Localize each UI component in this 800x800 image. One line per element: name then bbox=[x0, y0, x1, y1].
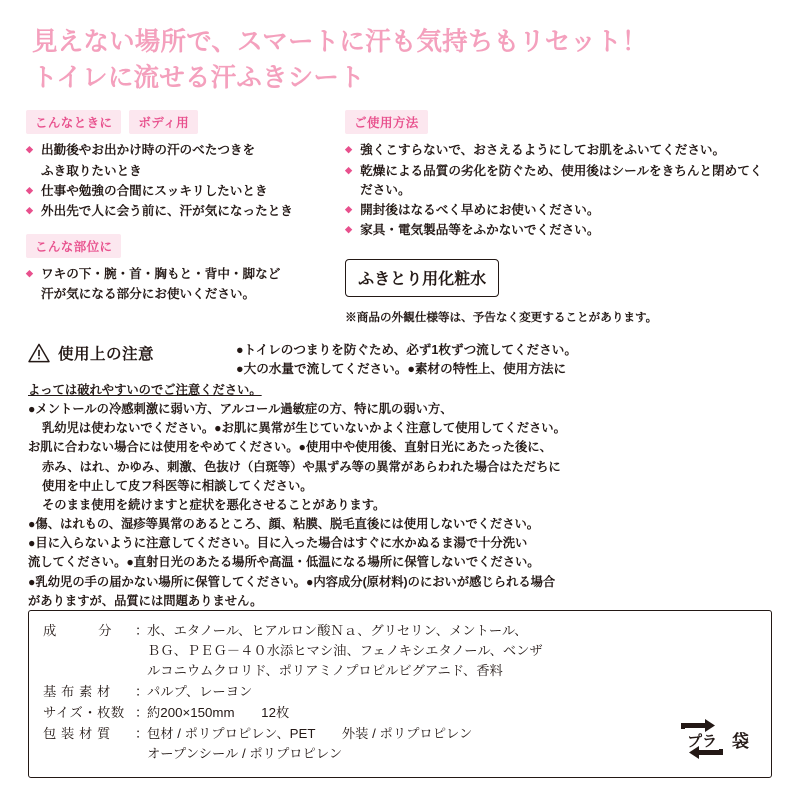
info-columns bbox=[26, 110, 774, 325]
caution-line: 乳幼児は使わないでください。●お肌に異常が生じていないかよく注意して使用してください。 bbox=[42, 421, 566, 436]
tag-body-use: ボディ用 bbox=[129, 110, 198, 134]
spec-change-note: ※商品の外観仕様等は、予告なく変更することがあります。 bbox=[345, 311, 658, 325]
caution-line: ●傷、はれもの、湿疹等異常のあるところ、顔、粘膜、脱毛直後には使用しないでください。 bbox=[28, 517, 540, 532]
list-item: ◆ 乾燥による品質の劣化を防ぐため、使用後はシールをきちんと閉めてください。 bbox=[345, 162, 774, 200]
plastic-recycle-mark bbox=[675, 717, 749, 761]
spec-value bbox=[147, 621, 757, 681]
caution-line: 流してください。●直射日光のあたる場所や高温・低温になる場所に保管しないでください。 bbox=[28, 555, 540, 570]
tag-usage: ご使用方法 bbox=[345, 110, 428, 134]
svg-text:プラ: プラ bbox=[686, 733, 718, 750]
spec-row bbox=[43, 621, 757, 681]
list-item: ◆ ワキの下・腕・首・胸もと・背中・脚など bbox=[26, 265, 337, 284]
list-item: ◆ 開封後はなるべく早めにお使いください。 bbox=[345, 201, 774, 220]
caution-header bbox=[28, 341, 772, 379]
caution-title: 使用上の注意 bbox=[58, 346, 155, 364]
spec-label: サイズ・枚数 bbox=[43, 705, 125, 721]
caution-highlight-line-1: ●トイレのつまりを防ぐため、必ず1枚ずつ流してください。 bbox=[236, 343, 577, 358]
spec-value bbox=[147, 682, 757, 702]
caution-line: 使用を中止して皮フ科医等に相談してください。 bbox=[42, 478, 313, 493]
occasion-list bbox=[26, 141, 337, 221]
usage-list bbox=[345, 141, 774, 240]
lotion-type-box: ふきとり用化粧水 bbox=[345, 259, 499, 297]
list-item: ◆ 強くこすらないで、おさえるようにしてお肌をふいてください。 bbox=[345, 141, 774, 160]
caution-highlight-line-3: よっては破れやすいのでご注意ください。 bbox=[28, 382, 262, 397]
caution-line: お肌に合わない場合には使用をやめてください。●使用中や使用後、直射日光にあたった後に、 bbox=[28, 440, 552, 455]
tag-occasion: こんなときに bbox=[26, 110, 121, 134]
spec-value-line: パルプ、レーヨン bbox=[147, 684, 253, 700]
caution-section bbox=[26, 341, 774, 611]
page-title bbox=[32, 24, 774, 96]
caution-line: ●乳幼児の手の届かない場所に保管してください。●内容成分(原材料)のにおいが感じられる場合 bbox=[28, 574, 556, 589]
caution-line: そのまま使用を続けますと症状を悪化させることがあります。 bbox=[42, 497, 386, 512]
spec-label: 基 布 素 材 bbox=[43, 684, 111, 700]
plastic-mark-suffix: 袋 bbox=[732, 731, 749, 751]
usage-tag-row bbox=[345, 110, 774, 134]
spec-value-line: 水、エタノール、ヒアルロン酸Ｎａ、グリセリン、メントール、 bbox=[147, 623, 528, 639]
spec-value-line: オープンシール / ポリプロピレン bbox=[147, 746, 343, 762]
spec-label: 包 装 材 質 bbox=[43, 726, 111, 742]
spec-colon: ： bbox=[135, 705, 149, 721]
spec-value-line: 約200×150mm 12枚 bbox=[147, 705, 290, 721]
list-item: ◆ 仕事や勉強の合間にスッキリしたいとき bbox=[26, 182, 337, 201]
list-item: ◆ 家具・電気製品等をふかないでください。 bbox=[345, 221, 774, 240]
left-column bbox=[26, 110, 337, 325]
tag-body-area: こんな部位に bbox=[26, 234, 121, 258]
spec-value bbox=[147, 703, 757, 723]
caution-line: がありますが、品質には問題ありません。 bbox=[28, 593, 263, 608]
headline-line-2: トイレに流せる汗ふきシート bbox=[32, 64, 365, 93]
spec-value-line: ルコニウムクロリド、ポリアミノプロピルビグアニド、香料 bbox=[147, 663, 503, 679]
area-tag-row bbox=[26, 234, 337, 258]
plastic-recycle-icon bbox=[675, 717, 729, 761]
list-item: ◆ 外出先で人に会う前に、汗が気になったとき bbox=[26, 202, 337, 221]
caution-line: 赤み、はれ、かゆみ、刺激、色抜け（白斑等）や黒ずみ等の異常があらわれた場合はただちに bbox=[42, 459, 561, 474]
occasion-tag-row bbox=[26, 110, 337, 134]
spec-value-line: ＢＧ、ＰＥＧ－４０水添ヒマシ油、フェノキシエタノール、ベンザ bbox=[147, 643, 543, 659]
spec-colon: ： bbox=[135, 726, 149, 742]
spec-row bbox=[43, 682, 757, 702]
spec-colon: ： bbox=[135, 684, 149, 700]
caution-line: ●目に入らないように注意してください。目に入った場合はすぐに水かぬるま湯で十分洗い bbox=[28, 536, 528, 551]
spec-value bbox=[147, 724, 757, 764]
caution-highlight bbox=[236, 341, 577, 379]
caution-highlight-line-2: ●大の水量で流してください。●素材の特性上、使用方法に bbox=[236, 362, 567, 376]
spec-colon: ： bbox=[135, 623, 149, 639]
caution-body bbox=[28, 381, 772, 611]
specification-box bbox=[28, 610, 772, 778]
spec-row bbox=[43, 703, 757, 723]
spec-label: 成 分 bbox=[43, 623, 112, 639]
caution-line: ●メントールの冷感刺激に弱い方、アルコール過敏症の方、特に肌の弱い方、 bbox=[28, 402, 453, 417]
list-item: ふき取りたいとき bbox=[41, 163, 142, 178]
list-item: ◆ 出勤後やお出かけ時の汗のべたつきを bbox=[26, 141, 337, 160]
right-column bbox=[337, 110, 774, 325]
warning-triangle-icon bbox=[28, 343, 50, 363]
spec-row bbox=[43, 724, 757, 764]
area-list bbox=[26, 265, 337, 304]
spec-value-line: 包材 / ポリプロピレン、PET 外装 / ポリプロピレン bbox=[147, 726, 473, 742]
headline-line-1: 見えない場所で、スマートに汗も気持ちもリセット！ bbox=[32, 28, 648, 56]
list-item: 汗が気になる部分にお使いください。 bbox=[41, 287, 256, 302]
